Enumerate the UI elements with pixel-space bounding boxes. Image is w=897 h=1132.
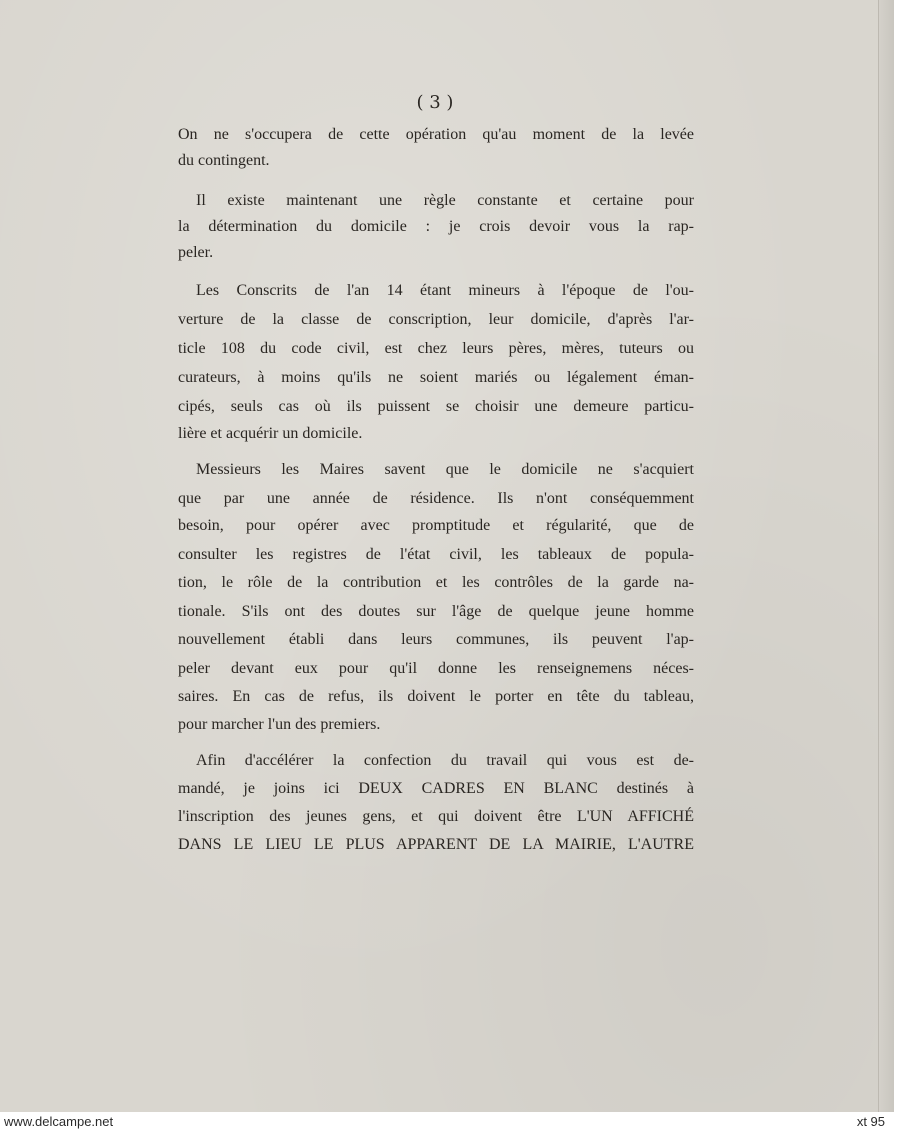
reference-code: xt 95: [856, 1114, 885, 1129]
text-line-21: pour marcher l'un des premiers.: [178, 716, 381, 733]
text-line-11: lière et acquérir un domicile.: [178, 425, 363, 442]
watermark-text: www.delcampe.net: [4, 1114, 114, 1129]
footer-bar: [0, 1112, 897, 1132]
text-line-2: du contingent.: [178, 152, 270, 169]
text-line-4: la détermination du domicile : je crois devoir vous la rap-: [178, 218, 694, 235]
text-line-8: ticle 108 du code civil, est chez leurs pères, mères, tuteurs ou: [178, 340, 694, 357]
text-line-16: tion, le rôle de la contribution et les contrôles de la garde na-: [178, 574, 694, 591]
text-line-6: Les Conscrits de l'an 14 étant mineurs à l'époque de l'ou-: [196, 282, 694, 299]
text-line-9: curateurs, à moins qu'ils ne soient mariés ou légalement éman-: [178, 369, 694, 386]
text-line-24: l'inscription des jeunes gens, et qui doivent être L'UN AFFICHÉ: [178, 808, 694, 825]
text-line-12: Messieurs les Maires savent que le domicile ne s'acquiert: [196, 461, 694, 478]
page-number: ( 3 ): [416, 92, 454, 113]
text-line-7: verture de la classe de conscription, leur domicile, d'après l'ar-: [178, 311, 694, 328]
text-line-19: peler devant eux pour qu'il donne les renseignemens néces-: [178, 660, 694, 677]
text-line-23: mandé, je joins ici DEUX CADRES EN BLANC destinés à: [178, 780, 694, 797]
text-line-5: peler.: [178, 244, 214, 261]
page-edge: [878, 0, 894, 1112]
text-line-3: Il existe maintenant une règle constante et certaine pour: [196, 192, 694, 209]
text-line-20: saires. En cas de refus, ils doivent le porter en tête du tableau,: [178, 688, 694, 705]
text-line-17: tionale. S'ils ont des doutes sur l'âge de quelque jeune homme: [178, 603, 694, 620]
text-line-25: DANS LE LIEU LE PLUS APPARENT DE LA MAIRIE, L'AUTRE: [178, 836, 694, 853]
text-line-18: nouvellement établi dans leurs communes, ils peuvent l'ap-: [178, 631, 694, 648]
text-line-1: On ne s'occupera de cette opération qu'au moment de la levée: [178, 126, 694, 143]
text-line-22: Afin d'accélérer la confection du travail qui vous est de-: [196, 752, 694, 769]
text-line-10: cipés, seuls cas où ils puissent se choisir une demeure particu-: [178, 398, 694, 415]
text-line-15: consulter les registres de l'état civil, les tableaux de popula-: [178, 546, 694, 563]
text-line-13: que par une année de résidence. Ils n'ont conséquemment: [178, 490, 694, 507]
text-line-14: besoin, pour opérer avec promptitude et régularité, que de: [178, 517, 694, 534]
